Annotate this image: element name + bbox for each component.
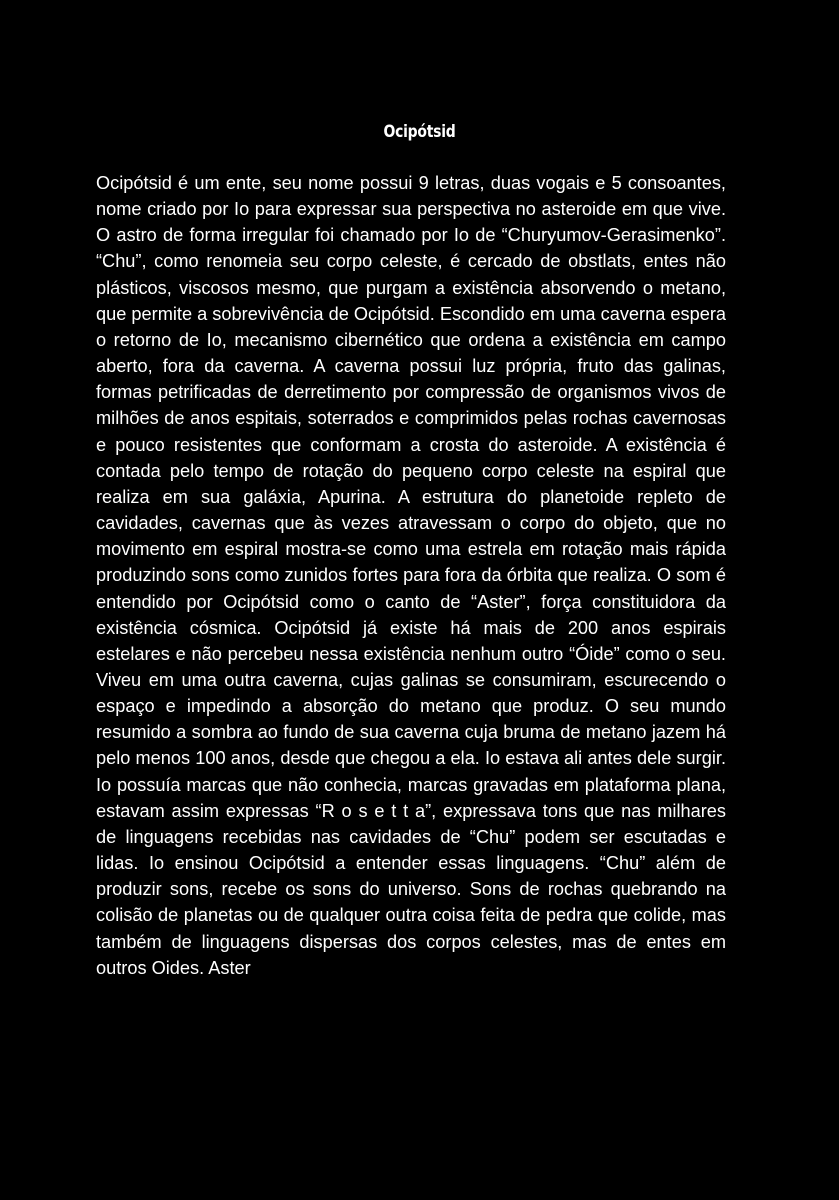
- page-title: Ocipótsid: [383, 122, 456, 142]
- body-paragraph: Ocipótsid é um ente, seu nome possui 9 letras, duas vogais e 5 consoantes, nome criado por Io para expressar sua perspectiva no asteroide em que vive. O astro de forma irregular foi chamado por Io de “Churyumov-Gerasimenko”. “Chu”, como renomeia seu corpo celeste, é cercado de obstlats, entes não plásticos, viscosos mesmo, que purgam a existência absorvendo o metano, que permite a sobrevivência de Ocipótsid. Escondido em uma caverna espera o retorno de Io, mecanismo cibernético que ordena a existência em campo aberto, fora da caverna. A caverna possui luz própria, fruto das galinas, formas petrificadas de derretimento por compressão de organismos vivos de milhões de anos espitais, soterrados e comprimidos pelas rochas cavernosas e pouco resistentes que conformam a crosta do asteroide. A existência é contada pelo tempo de rotação do pequeno corpo celeste na espiral que realiza em sua galáxia, Apurina. A estrutura do planetoide repleto de cavidades, cavernas que às vezes atravessam o corpo do objeto, que no movimento em espiral mostra-se como uma estrela em rotação mais rápida produzindo sons como zunidos fortes para fora da órbita que realiza. O som é entendido por Ocipótsid como o canto de “Aster”, força constituidora da existência cósmica. Ocipótsid já existe há mais de 200 anos espirais estelares e não percebeu nessa existência nenhum outro “Óide” como o seu. Viveu em uma outra caverna, cujas galinas se consumiram, escurecendo o espaço e impedindo a absorção do metano que produz. O seu mundo resumido a sombra ao fundo de sua caverna cuja bruma de metano jazem há pelo menos 100 anos, desde que chegou a ela. Io estava ali antes dele surgir. Io possuía marcas que não conhecia, marcas gravadas em plataforma plana, estavam assim expressas “R o s e t t a”, expressava tons que nas milhares de linguagens recebidas nas cavidades de “Chu” podem ser escutadas e lidas. Io ensinou Ocipótsid a entender essas linguagens. “Chu” além de produzir sons, recebe os sons do universo. Sons de rochas quebrando na colisão de planetas ou de qualquer outra coisa feita de pedra que colide, mas também de linguagens dispersas dos corpos celestes, mas de entes em outros Oides. Aster: [96, 173, 726, 978]
